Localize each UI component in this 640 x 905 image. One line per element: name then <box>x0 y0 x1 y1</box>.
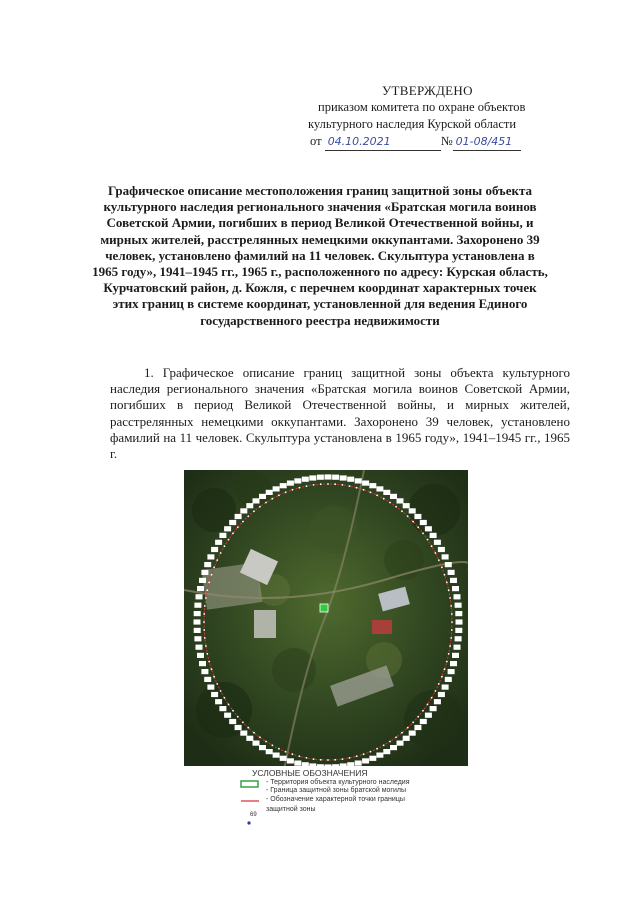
point-label-bg <box>196 645 203 650</box>
point-label-bg <box>430 706 437 711</box>
point-label-bg <box>445 562 452 567</box>
point-label-bg <box>253 741 260 746</box>
point-label-bg <box>414 514 421 519</box>
legend-item-point: - Обозначение характерной точки границы <box>266 796 405 803</box>
boundary-point <box>395 736 397 738</box>
point-label-bg <box>211 692 218 697</box>
boundary-point <box>220 690 222 692</box>
boundary-point <box>285 751 287 753</box>
point-label-bg <box>280 483 287 488</box>
point-label-bg <box>325 474 332 479</box>
point-label-bg <box>194 619 201 624</box>
point-label-bg <box>219 706 226 711</box>
point-label-bg <box>454 645 461 650</box>
boundary-point <box>450 605 452 607</box>
point-label-bg <box>201 669 208 674</box>
boundary-legend-symbol <box>240 799 260 803</box>
point-label-bg <box>340 475 347 480</box>
approval-line-1: приказом комитета по охране объектов <box>318 100 526 114</box>
point-label-bg <box>434 699 441 704</box>
boundary-point <box>334 759 336 761</box>
boundary-point <box>313 758 315 760</box>
point-label-bg <box>414 725 421 730</box>
from-label: от <box>310 134 322 148</box>
boundary-point <box>356 487 358 489</box>
boundary-point <box>342 758 344 760</box>
boundary-point <box>204 637 206 639</box>
boundary-point <box>451 613 453 615</box>
point-label-bg <box>448 669 455 674</box>
boundary-point <box>205 597 207 599</box>
point-label-bg <box>369 756 376 761</box>
point-label-bg <box>240 508 247 513</box>
point-label-bg <box>397 741 404 746</box>
boundary-point <box>342 484 344 486</box>
boundary-point <box>265 502 267 504</box>
boundary-point <box>213 676 215 678</box>
boundary-point <box>306 485 308 487</box>
point-label-bg <box>403 503 410 508</box>
point-label-bg <box>219 533 226 538</box>
point-label-bg <box>452 586 459 591</box>
boundary-point <box>363 753 365 755</box>
point-label-bg <box>430 533 437 538</box>
description-paragraph: 1. Графическое описание границ защитной зоны объекта культурного наследия регионального значения «Братская могила воинов Советской Армии, погибших в период Великой Отечественной войны, и мирных жителей, расстрелянных немецкими оккупантами. Захоронено 39 человек, установлено фамилий на 11 человек. Скульптура установлена в 1965 году», 1941–1945 гг., 1965 г. <box>110 365 570 462</box>
legend-point-number: 69 <box>250 812 257 818</box>
boundary-point <box>422 532 424 534</box>
point-label-bg <box>403 736 410 741</box>
point-label-bg <box>455 611 462 616</box>
boundary-point <box>242 722 244 724</box>
boundary-point <box>446 582 448 584</box>
boundary-point <box>259 506 261 508</box>
building-roof <box>254 610 276 638</box>
boundary-point <box>389 741 391 743</box>
point-label-bg <box>287 481 294 486</box>
point-label-bg <box>317 475 324 480</box>
boundary-point <box>435 690 437 692</box>
boundary-point <box>206 653 208 655</box>
point-label-bg <box>438 692 445 697</box>
boundary-point <box>327 483 329 485</box>
point-label-bg <box>259 494 266 499</box>
point-label-bg <box>445 677 452 682</box>
point-label-bg <box>362 758 369 763</box>
boundary-point <box>306 757 308 759</box>
boundary-point <box>203 629 205 631</box>
boundary-point <box>259 736 261 738</box>
boundary-point <box>383 744 385 746</box>
boundary-point <box>449 597 451 599</box>
point-label-bg <box>204 677 211 682</box>
point-label-bg <box>201 570 208 575</box>
point-label-bg <box>383 490 390 495</box>
point-label-bg <box>317 764 324 766</box>
point-label-bg <box>197 586 204 591</box>
document-title: Графическое описание местоположения границ защитной зоны объекта культурного наследия регионального значения «Братская могила воинов Советской Армии, погибших в период Великой Отечественной войны, и мирных жителей, расстрелянных немецкими оккупантами. Захоронено 39 человек, установлено фамилий на 11 человек. Скульптура установлена в 1965 году», 1941–1945 гг., 1965 г., расположенного по адресу: Курская область, Курчатовский район, д. Кожля, с перечнем координат характерных точек этих границ в системе координат, установленной для ведения Единого государственного реестра недвижимости <box>92 183 548 328</box>
boundary-point <box>211 668 213 670</box>
point-label-bg <box>199 661 206 666</box>
point-label-bg <box>332 764 339 766</box>
point-label-bg <box>194 611 201 616</box>
point-label-bg <box>229 719 236 724</box>
boundary-point <box>412 521 414 523</box>
point-label-bg <box>253 498 260 503</box>
boundary-point <box>208 661 210 663</box>
boundary-point <box>247 515 249 517</box>
point-label-bg <box>376 753 383 758</box>
point-label-bg <box>390 494 397 499</box>
boundary-point <box>213 566 215 568</box>
order-date: 04.10.2021 <box>325 133 441 151</box>
point-label-bg <box>197 653 204 658</box>
boundary-map <box>184 470 468 766</box>
boundary-point <box>349 485 351 487</box>
point-label-bg <box>409 731 416 736</box>
boundary-point <box>292 753 294 755</box>
boundary-point <box>356 755 358 757</box>
point-label-bg <box>302 477 309 482</box>
point-label-bg <box>456 619 463 624</box>
boundary-point <box>435 552 437 554</box>
boundary-point <box>383 498 385 500</box>
point-label-bg <box>273 486 280 491</box>
boundary-point <box>451 621 453 623</box>
boundary-point <box>242 521 244 523</box>
boundary-point <box>376 748 378 750</box>
point-label-bg <box>215 699 222 704</box>
point-label-bg <box>442 554 449 559</box>
boundary-point <box>237 716 239 718</box>
point-label-bg <box>266 749 273 754</box>
point-label-bg <box>211 547 218 552</box>
boundary-point <box>450 637 452 639</box>
boundary-point <box>431 697 433 699</box>
point-label-bg <box>194 636 201 641</box>
boundary-point <box>407 515 409 517</box>
boundary-point <box>320 483 322 485</box>
point-label-bg <box>442 685 449 690</box>
boundary-point <box>438 559 440 561</box>
point-label-bg <box>287 758 294 763</box>
boundary-point <box>401 732 403 734</box>
point-label-bg <box>207 554 214 559</box>
point-label-bg <box>266 490 273 495</box>
boundary-point <box>417 716 419 718</box>
point-label-bg <box>383 749 390 754</box>
point-label-bg <box>246 736 253 741</box>
point-label-bg <box>347 762 354 766</box>
boundary-point <box>203 613 205 615</box>
boundary-point <box>211 574 213 576</box>
boundary-point <box>299 487 301 489</box>
legend-item-territory: - Территория объекта культурного наследия <box>266 779 410 786</box>
approval-heading: УТВЕРЖДЕНО <box>382 83 473 98</box>
point-label-bg <box>409 508 416 513</box>
point-label-bg <box>240 731 247 736</box>
boundary-point <box>444 574 446 576</box>
boundary-point <box>441 566 443 568</box>
point-label-bg <box>273 753 280 758</box>
boundary-point <box>389 502 391 504</box>
boundary-point <box>320 759 322 761</box>
point-label-bg <box>355 761 362 766</box>
point-label-bg <box>455 636 462 641</box>
boundary-point <box>206 589 208 591</box>
boundary-point <box>334 483 336 485</box>
boundary-point <box>349 757 351 759</box>
building-roof <box>372 620 392 634</box>
boundary-point <box>271 498 273 500</box>
point-label-bg <box>309 475 316 480</box>
point-label-bg <box>438 547 445 552</box>
boundary-point <box>448 653 450 655</box>
point-label-bg <box>196 594 203 599</box>
number-label: № <box>440 134 453 148</box>
point-label-bg <box>204 562 211 567</box>
point-label-bg <box>376 486 383 491</box>
point-label-bg <box>215 540 222 545</box>
boundary-point <box>370 751 372 753</box>
boundary-point <box>327 759 329 761</box>
boundary-point <box>363 489 365 491</box>
legend-item-boundary: - Граница защитной зоны братской могилы <box>266 787 406 794</box>
point-label-bg <box>347 477 354 482</box>
boundary-point <box>427 539 429 541</box>
point-label-bg <box>450 578 457 583</box>
boundary-point <box>204 605 206 607</box>
point-label-bg <box>420 520 427 525</box>
point-label-bg <box>235 725 242 730</box>
boundary-point <box>285 491 287 493</box>
legend-item-point-cont: защитной зоны <box>266 806 316 813</box>
boundary-point <box>441 676 443 678</box>
point-label-bg <box>224 526 231 531</box>
boundary-point <box>237 526 239 528</box>
point-label-bg <box>448 570 455 575</box>
boundary-point <box>228 539 230 541</box>
boundary-point <box>224 697 226 699</box>
territory-legend-symbol <box>240 780 260 788</box>
boundary-point <box>370 491 372 493</box>
boundary-point <box>232 710 234 712</box>
boundary-point <box>253 510 255 512</box>
point-label-bg <box>425 713 432 718</box>
boundary-point <box>224 545 226 547</box>
point-label-bg <box>425 526 432 531</box>
boundary-point <box>438 683 440 685</box>
boundary-point <box>278 748 280 750</box>
boundary-point <box>232 532 234 534</box>
boundary-point <box>451 629 453 631</box>
point-label-bg <box>325 764 332 766</box>
legend-title: УСЛОВНЫЕ ОБОЗНАЧЕНИЯ <box>252 768 368 778</box>
point-label-bg <box>280 756 287 761</box>
boundary-point <box>205 645 207 647</box>
point-label-bg <box>207 685 214 690</box>
point-label-bg <box>450 661 457 666</box>
boundary-point <box>265 741 267 743</box>
point-label-bg <box>309 763 316 766</box>
point-label-bg <box>355 478 362 483</box>
boundary-point <box>247 727 249 729</box>
boundary-point <box>412 722 414 724</box>
point-label-bg <box>259 745 266 750</box>
boundary-point <box>422 710 424 712</box>
boundary-point <box>292 489 294 491</box>
boundary-point <box>407 727 409 729</box>
point-label-bg <box>340 763 347 766</box>
approval-line-2: культурного наследия Курской области <box>308 117 517 131</box>
point-label-bg <box>390 745 397 750</box>
heritage-territory <box>320 604 328 612</box>
point-label-bg <box>246 503 253 508</box>
point-label-bg <box>229 520 236 525</box>
boundary-point <box>376 494 378 496</box>
boundary-point <box>216 683 218 685</box>
point-label-bg <box>224 713 231 718</box>
point-label-bg <box>302 762 309 766</box>
boundary-point <box>271 744 273 746</box>
point-label-bg <box>434 540 441 545</box>
point-label-bg <box>455 628 462 633</box>
approval-line-3 <box>310 133 521 151</box>
boundary-point <box>427 704 429 706</box>
boundary-point <box>203 621 205 623</box>
point-label-bg <box>199 578 206 583</box>
boundary-point <box>446 661 448 663</box>
point-label-bg <box>362 481 369 486</box>
point-legend-symbol <box>246 820 252 826</box>
boundary-point <box>448 589 450 591</box>
map-image <box>184 470 468 766</box>
boundary-point <box>395 506 397 508</box>
boundary-point <box>449 645 451 647</box>
point-label-bg <box>332 475 339 480</box>
point-label-bg <box>235 514 242 519</box>
point-label-bg <box>194 603 201 608</box>
order-number: 01-08/451 <box>453 133 521 151</box>
point-label-bg <box>455 603 462 608</box>
boundary-point <box>444 668 446 670</box>
boundary-point <box>417 526 419 528</box>
point-label-bg <box>454 594 461 599</box>
boundary-point <box>208 582 210 584</box>
boundary-point <box>431 545 433 547</box>
boundary-point <box>253 732 255 734</box>
point-label-bg <box>452 653 459 658</box>
boundary-point <box>313 484 315 486</box>
point-label-bg <box>294 761 301 766</box>
point-label-bg <box>369 483 376 488</box>
point-label-bg <box>397 498 404 503</box>
boundary-point <box>228 704 230 706</box>
boundary-point <box>299 755 301 757</box>
boundary-point <box>216 559 218 561</box>
point-label-bg <box>194 628 201 633</box>
boundary-point <box>278 494 280 496</box>
boundary-point <box>220 552 222 554</box>
point-label-bg <box>420 719 427 724</box>
boundary-point <box>401 510 403 512</box>
point-label-bg <box>294 478 301 483</box>
